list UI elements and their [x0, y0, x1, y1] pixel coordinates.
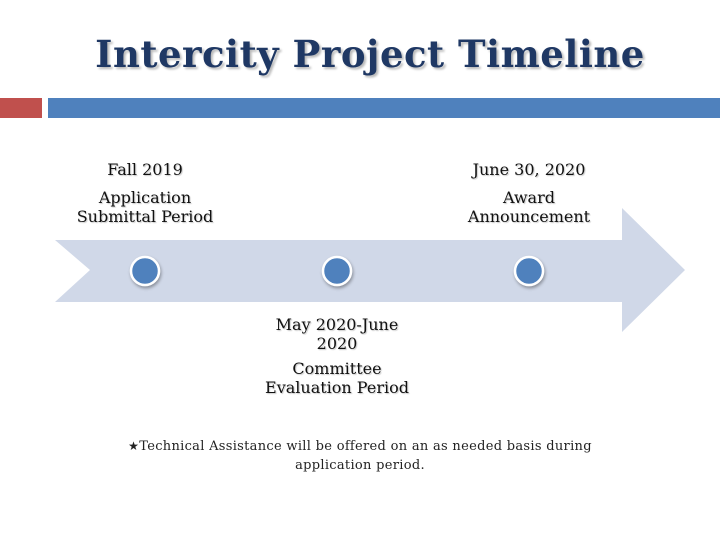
- footnote-text: Technical Assistance will be offered on an as needed basis during application period.: [139, 439, 592, 473]
- milestone-description: Award Announcement: [467, 188, 591, 226]
- milestone-description: Committee Evaluation Period: [265, 359, 409, 397]
- milestone-date: May 2020-June 2020: [275, 315, 399, 353]
- star-icon: ★: [128, 439, 140, 453]
- milestone-date: Fall 2019: [107, 160, 183, 179]
- footnote: [120, 437, 600, 475]
- milestone-label-1: [55, 160, 235, 226]
- milestone-marker-june-30-2020: [515, 257, 543, 285]
- milestone-marker-may-june-2020: [323, 257, 351, 285]
- page-title: Intercity Project Timeline: [95, 32, 645, 76]
- milestone-description: Application Submittal Period: [76, 188, 214, 226]
- milestone-label-2: [247, 315, 427, 397]
- milestone-label-3: [440, 160, 618, 226]
- milestone-marker-fall-2019: [131, 257, 159, 285]
- milestone-date: June 30, 2020: [472, 160, 586, 179]
